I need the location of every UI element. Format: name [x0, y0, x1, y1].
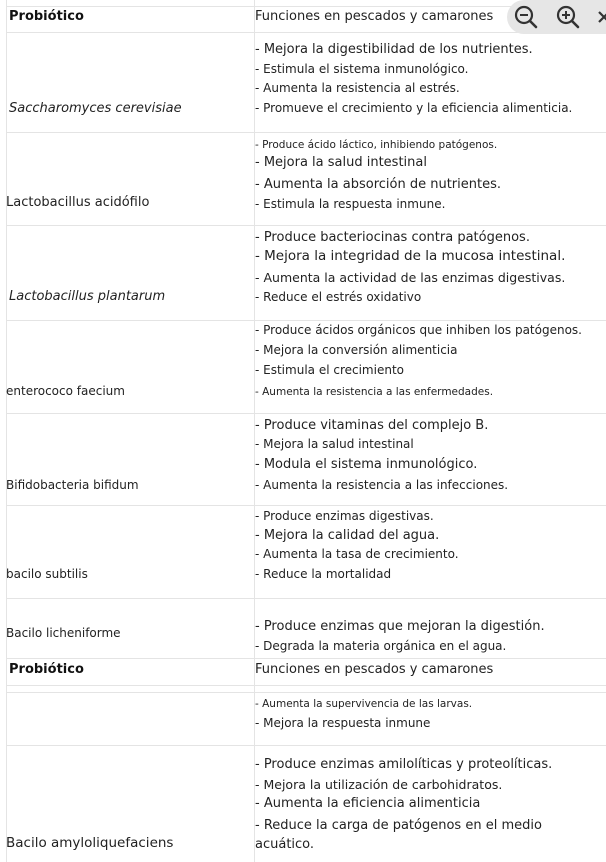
- function-item: - Mejora la integridad de la mucosa intestinal.: [255, 248, 566, 264]
- row-divider: [6, 505, 606, 506]
- row-divider: [6, 745, 606, 746]
- row-divider: [6, 413, 606, 414]
- function-item: - Mejora la utilización de carbohidratos.: [255, 777, 503, 792]
- function-item: - Degrada la materia orgánica en el agua.: [255, 639, 507, 653]
- close-icon[interactable]: [593, 4, 606, 30]
- function-item: - Estimula la respuesta inmune.: [255, 197, 446, 211]
- function-item: - Aumenta la tasa de crecimiento.: [255, 547, 459, 561]
- row-divider: [6, 598, 606, 599]
- function-item: - Mejora la digestibilidad de los nutrientes.: [255, 42, 533, 57]
- table-header-functions: Funciones en pescados y camarones: [255, 9, 494, 24]
- function-item: - Produce enzimas que mejoran la digestión.: [255, 619, 545, 634]
- probiotic-name: Bacilo amyloliquefaciens: [6, 835, 174, 851]
- function-item: - Produce vitaminas del complejo B.: [255, 418, 489, 433]
- function-item: - Aumenta la eficiencia alimenticia: [255, 796, 481, 811]
- probiotic-name: Saccharomyces cerevisiae: [9, 101, 182, 116]
- function-item: - Produce enzimas amilolíticas y proteolíticas.: [255, 757, 553, 772]
- probiotic-name: Lactobacillus plantarum: [9, 289, 166, 304]
- zoom-controls: [507, 0, 606, 34]
- row-divider: [6, 225, 606, 226]
- function-item: - Aumenta la supervivencia de las larvas.: [255, 698, 473, 710]
- function-item: - Promueve el crecimiento y la eficiencia alimenticia.: [255, 101, 573, 115]
- function-item: - Produce bacteriocinas contra patógenos.: [255, 230, 530, 245]
- function-item: - Reduce la mortalidad: [255, 567, 392, 581]
- probiotic-name: enterococo faecium: [6, 384, 125, 398]
- table-header-probiotic: Probiótico: [9, 9, 84, 24]
- row-divider: [6, 692, 606, 693]
- function-item: - Reduce la carga de patógenos en el medio acuático.: [255, 818, 542, 852]
- row-divider: [6, 320, 606, 321]
- function-item: - Aumenta la resistencia a las infecciones.: [255, 478, 509, 492]
- function-item: - Mejora la conversión alimenticia: [255, 343, 458, 357]
- row-divider: [6, 658, 606, 659]
- function-item: - Mejora la salud intestinal: [255, 155, 427, 170]
- probiotic-name: bacilo subtilis: [6, 567, 88, 581]
- function-item: - Estimula el crecimiento: [255, 363, 404, 377]
- probiotic-name: Bifidobacteria bifidum: [6, 478, 139, 492]
- function-item: - Aumenta la resistencia a las enfermedades.: [255, 386, 494, 398]
- function-item: - Produce ácidos orgánicos que inhiben los patógenos.: [255, 323, 582, 337]
- function-item: - Reduce el estrés oxidativo: [255, 290, 422, 304]
- zoom-out-icon[interactable]: [513, 4, 539, 30]
- function-item: - Mejora la calidad del agua.: [255, 528, 440, 543]
- function-item: - Produce enzimas digestivas.: [255, 509, 434, 523]
- row-divider: [6, 685, 606, 686]
- function-item: - Aumenta la actividad de las enzimas digestivas.: [255, 270, 566, 285]
- function-item: - Modula el sistema inmunológico.: [255, 457, 478, 472]
- function-item: - Mejora la salud intestinal: [255, 437, 414, 451]
- function-item: - Aumenta la absorción de nutrientes.: [255, 177, 502, 192]
- table-header-probiotic: Probiótico: [9, 662, 84, 677]
- probiotic-name: Lactobacillus acidófilo: [6, 195, 150, 210]
- function-item: - Mejora la respuesta inmune: [255, 716, 431, 730]
- function-item: - Aumenta la resistencia al estrés.: [255, 81, 460, 95]
- row-divider: [6, 132, 606, 133]
- table-header-functions: Funciones en pescados y camarones: [255, 662, 494, 677]
- function-item: - Estimula el sistema inmunológico.: [255, 62, 469, 76]
- column-divider: [6, 0, 7, 862]
- function-item: - Produce ácido láctico, inhibiendo patógenos.: [255, 139, 498, 151]
- probiotic-name: Bacilo licheniforme: [6, 626, 121, 640]
- zoom-in-icon[interactable]: [555, 4, 581, 30]
